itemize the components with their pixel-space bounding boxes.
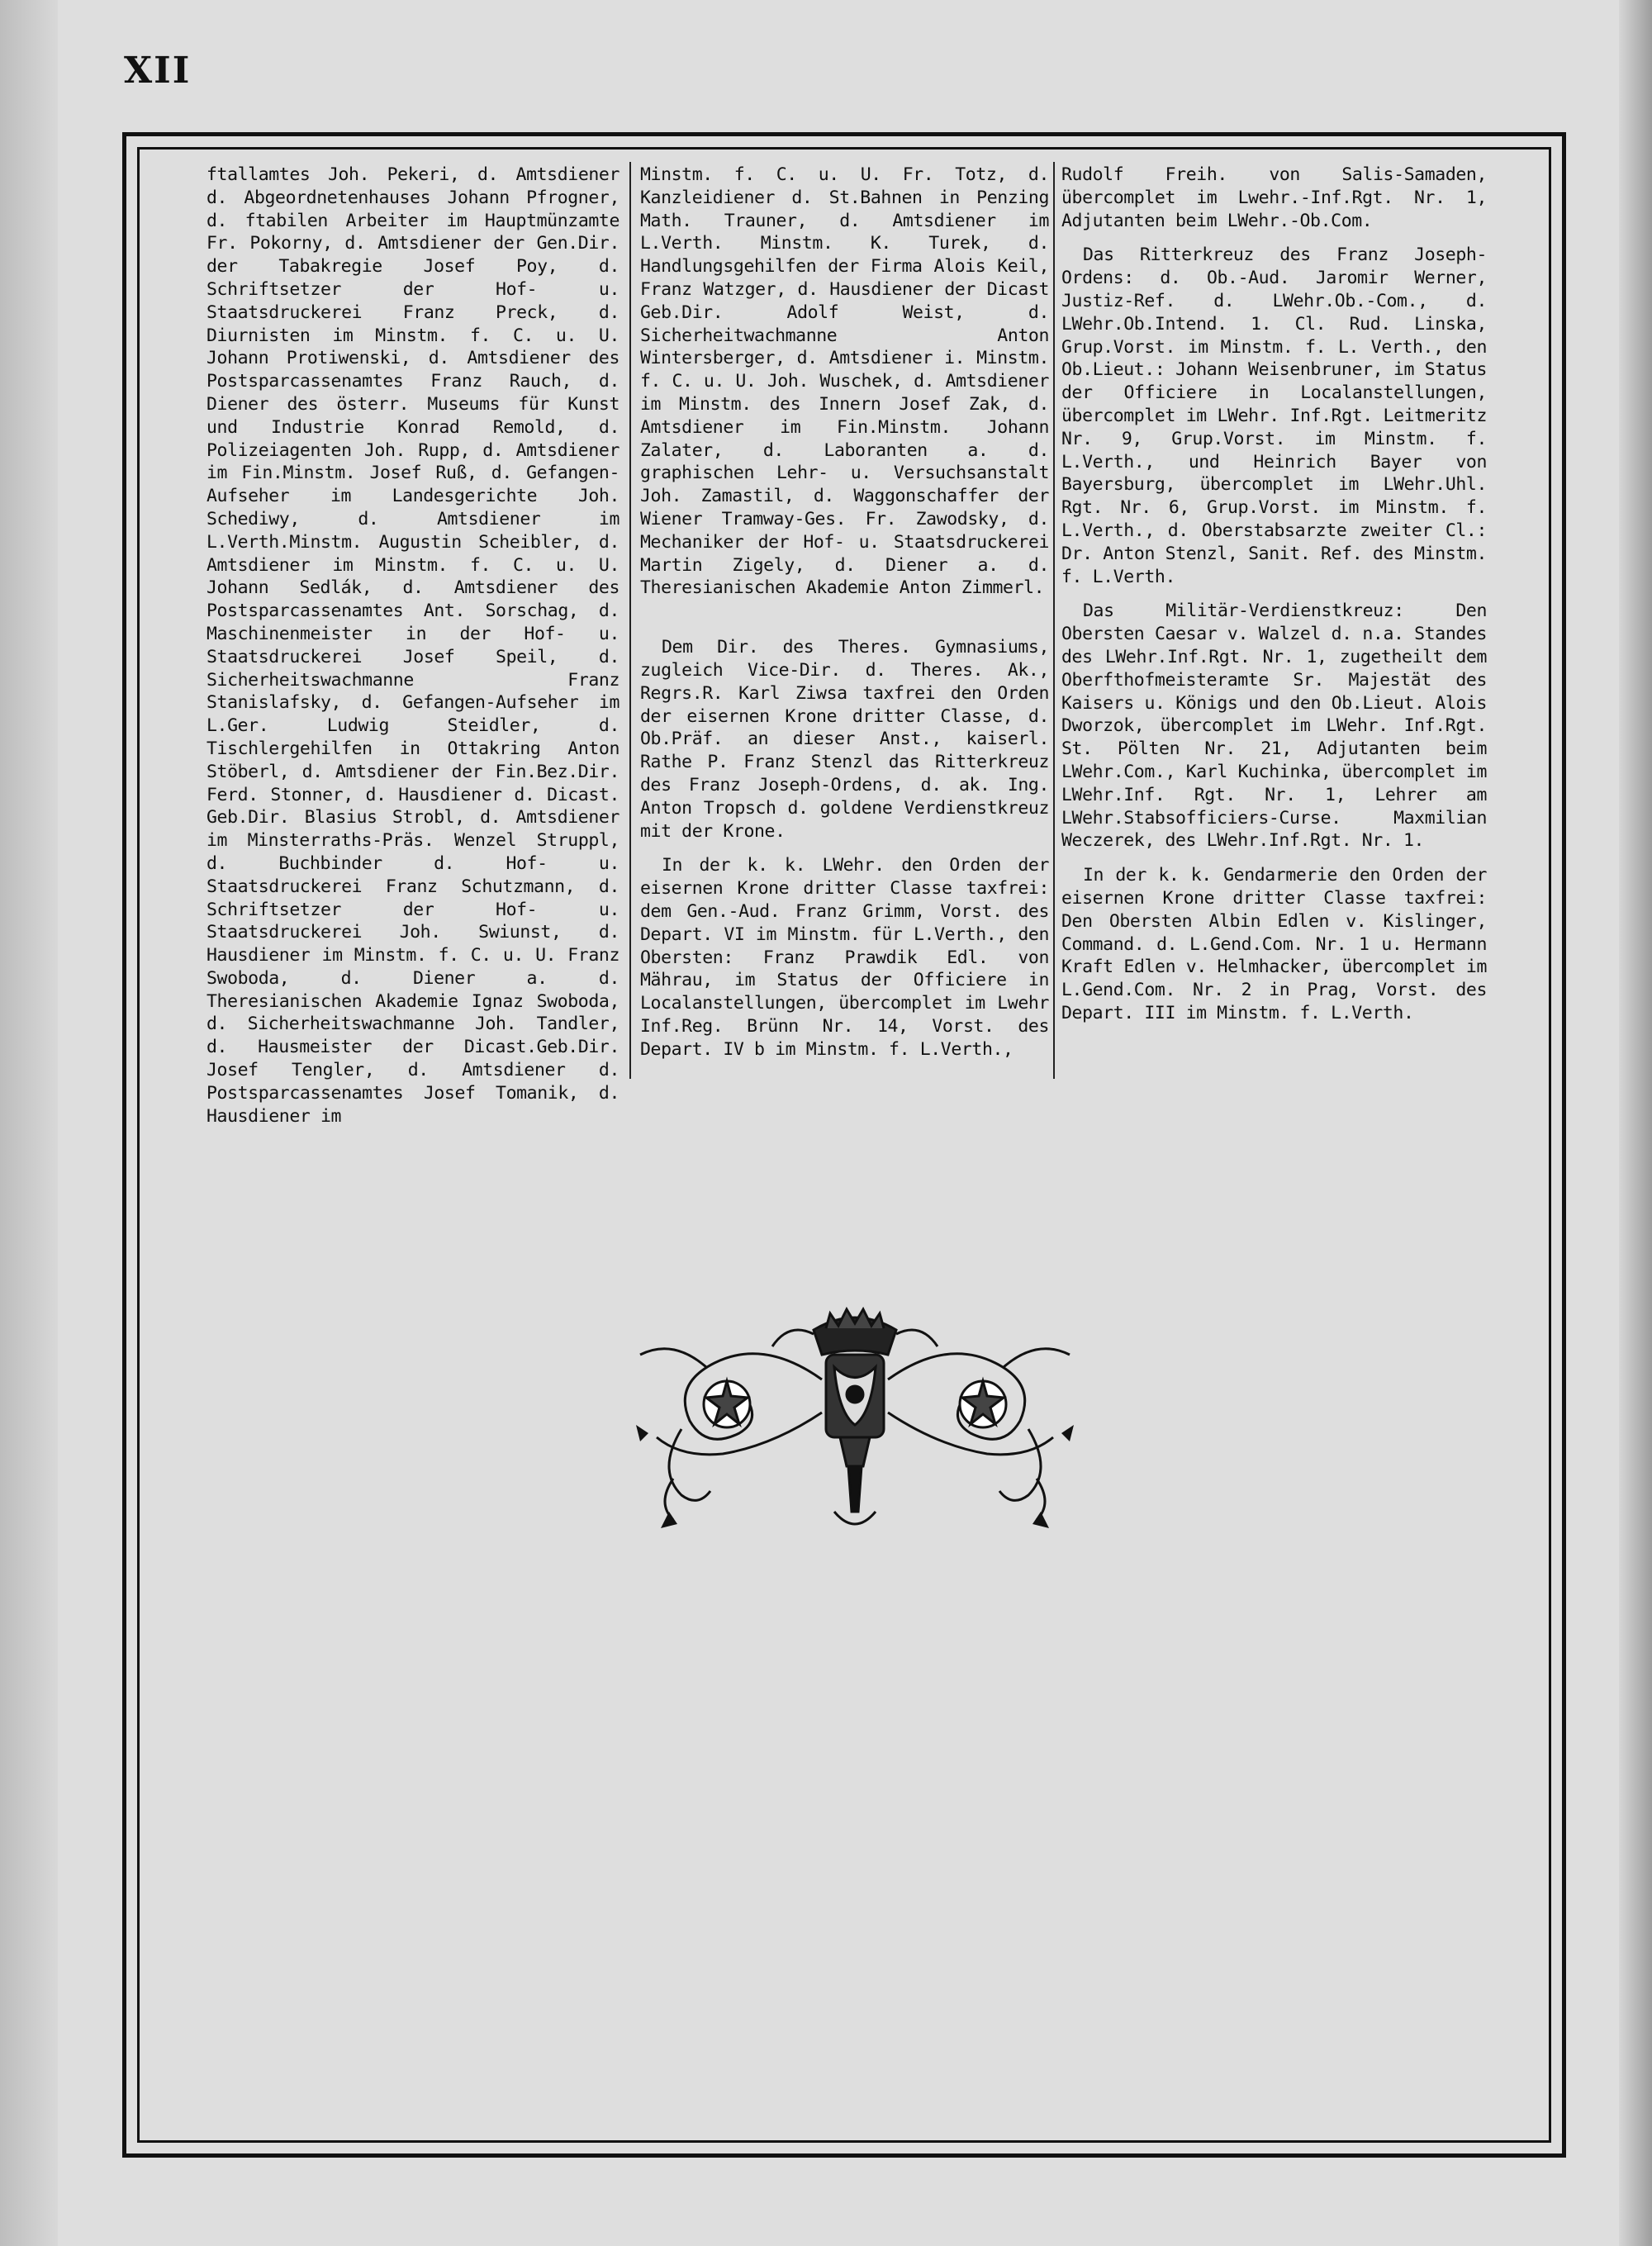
column-divider-1: [629, 162, 631, 1079]
column-2-paragraph-2: Dem Dir. des Theres. Gymnasiums, zugleich Vice-Dir. d. Theres. Ak., Regrs.R. Karl Ziwsa taxfrei den Orden der eisernen Krone dritter Classe, d. Ob.Präf. an dieser Anst., kaiserl. Rathe P. Franz Stenzl das Ritterkreuz des Franz Joseph-Ordens, d. ak. Ing. Anton Tropsch d. goldene Verdienstkreuz mit der Krone.: [640, 637, 1049, 842]
column-2-paragraph-3: In der k. k. LWehr. den Orden der eisernen Krone dritter Classe taxfrei: dem Gen.-Aud. Franz Grimm, Vorst. des Depart. VI im Minstm. für L.Verth., den Obersten: Franz Prawdik Edl. von Mährau, im Status der Officiere in Localanstellungen, übercomplet im Lwehr Inf.Reg. Brünn Nr. 14, Vorst. des Depart. IV b im Minstm. f. L.Verth.,: [640, 855, 1049, 1060]
ornamental-vignette-icon: [624, 1289, 1086, 1561]
column-3-paragraph-3: Das Militär-Verdienstkreuz: Den Obersten Caesar v. Walzel d. n.a. Standes des LWehr.Inf.Rgt. Nr. 1, zugetheilt dem Oberfthofmeisteramte Sr. Majestät des Kaisers u. Königs und den Ob.Lieut. Alois Dworzok, übercomplet im LWehr. Inf.Rgt. St. Pölten Nr. 21, Adjutanten beim LWehr.Com., Karl Kuchinka, übercomplet im LWehr.Inf. Rgt. Nr. 1, Lehrer am LWehr.Stabsofficiers-Curse. Maxmilian Weczerek, des LWehr.Inf.Rgt. Nr. 1.: [1061, 601, 1487, 852]
column-1-paragraph-1: ftallamtes Joh. Pekeri, d. Amtsdiener d. Abgeordnetenhauses Johann Pfrogner, d. ftabilen Arbeiter im Hauptmünzamte Fr. Pokorny, d. Amtsdiener der Gen.Dir. der Tabakregie Josef Poy, d. Schriftsetzer der Hof- u. Staatsdruckerei Franz Preck, d. Diurnisten im Minstm. f. C. u. U. Johann Protiwenski, d. Amtsdiener des Postsparcassenamtes Franz Rauch, d. Diener des österr. Museums für Kunst und Industrie Konrad Remold, d. Polizeiagenten Joh. Rupp, d. Amtsdiener im Fin.Minstm. Josef Ruß, d. Gefangen-Aufseher im Landesgerichte Joh. Schediwy, d. Amtsdiener im L.Verth.Minstm. Augustin Scheibler, d. Amtsdiener im Minstm. f. C. u. U. Johann Sedlák, d. Amtsdiener des Postsparcassenamtes Ant. Sorschag, d. Maschinenmeister in der Hof- u. Staatsdruckerei Josef Speil, d. Sicherheitswachmanne Franz Stanislafsky, d. Gefangen-Aufseher im L.Ger. Ludwig Steidler, d. Tischlergehilfen in Ottakring Anton Stöberl, d. Amtsdiener der Fin.Bez.Dir. Ferd. Stonner, d. Hausdiener d. Dicast. Geb.Dir. Blasius Strobl, d. Amtsdiener im Minsterraths-Präs. Wenzel Struppl, d. Buchbinder d. Hof- u. Staatsdruckerei Franz Schutzmann, d. Schriftsetzer der Hof- u. Staatsdruckerei Joh. Swiunst, d. Hausdiener im Minstm. f. C. u. U. Franz Swoboda, d. Diener a. d. Theresianischen Akademie Ignaz Swoboda, d. Sicherheitswachmanne Joh. Tandler, d. Hausmeister der Dicast.Geb.Dir. Josef Tengler, d. Amtsdiener d. Postsparcassenamtes Josef Tomanik, d. Hausdiener im: [206, 164, 620, 1127]
column-3-paragraph-2: Das Ritterkreuz des Franz Joseph-Ordens: d. Ob.-Aud. Jaromir Werner, Justiz-Ref. d. LWehr.Ob.-Com., d. LWehr.Ob.Intend. 1. Cl. Rud. Linska, Grup.Vorst. im Minstm. f. L. Verth., den Ob.Lieut.: Johann Weisenbruner, im Status der Officiere in Localanstellungen, übercomplet im LWehr. Inf.Rgt. Leitmeritz Nr. 9, Grup.Vorst. im Minstm. f. L.Verth., und Heinrich Bayer von Bayersburg, übercomplet im LWehr.Uhl. Rgt. Nr. 6, Grup.Vorst. im Minstm. f. L.Verth., d. Oberstabsarzte zweiter Cl.: Dr. Anton Stenzl, Sanit. Ref. des Minstm. f. L.Verth.: [1061, 245, 1487, 587]
page-gutter-shadow: [0, 0, 58, 2246]
column-divider-2: [1053, 162, 1055, 1079]
page-edge: [1619, 0, 1652, 2246]
text-column-1: [206, 164, 620, 1139]
column-3-paragraph-4: In der k. k. Gendarmerie den Orden der eisernen Krone dritter Classe taxfrei: Den Obersten Albin Edlen v. Kislinger, Command. d. L.Gend.Com. Nr. 1 u. Hermann Kraft Edlen v. Helmhacker, übercomplet im L.Gend.Com. Nr. 2 in Prag, Vorst. des Depart. III im Minstm. f. L.Verth.: [1061, 865, 1487, 1023]
column-3-paragraph-1: Rudolf Freih. von Salis-Samaden, übercomplet im Lwehr.-Inf.Rgt. Nr. 1, Adjutanten beim LWehr.-Ob.Com.: [1061, 164, 1487, 231]
column-2-paragraph-1: Minstm. f. C. u. U. Fr. Totz, d. Kanzleidiener d. St.Bahnen in Penzing Math. Trauner, d. Amtsdiener im L.Verth. Minstm. K. Turek, d. Handlungsgehilfen der Firma Alois Keil, Franz Watzger, d. Hausdiener der Dicast Geb.Dir. Adolf Weist, d. Sicherheitwachmanne Anton Wintersberger, d. Amtsdiener i. Minstm. f. C. u. U. Joh. Wuschek, d. Amtsdiener im Minstm. des Innern Josef Zak, d. Amtsdiener im Fin.Minstm. Johann Zalater, d. Laboranten a. d. graphischen Lehr- u. Versuchsanstalt Joh. Zamastil, d. Waggonschaffer der Wiener Tramway-Ges. Fr. Zawodsky, d. Mechaniker der Hof- u. Staatsdruckerei Martin Zigely, d. Diener a. d. Theresianischen Akademie Anton Zimmerl.: [640, 164, 1049, 599]
page-number: XII: [124, 50, 192, 92]
text-column-2: [640, 164, 1049, 1072]
text-column-3: [1061, 164, 1487, 1037]
